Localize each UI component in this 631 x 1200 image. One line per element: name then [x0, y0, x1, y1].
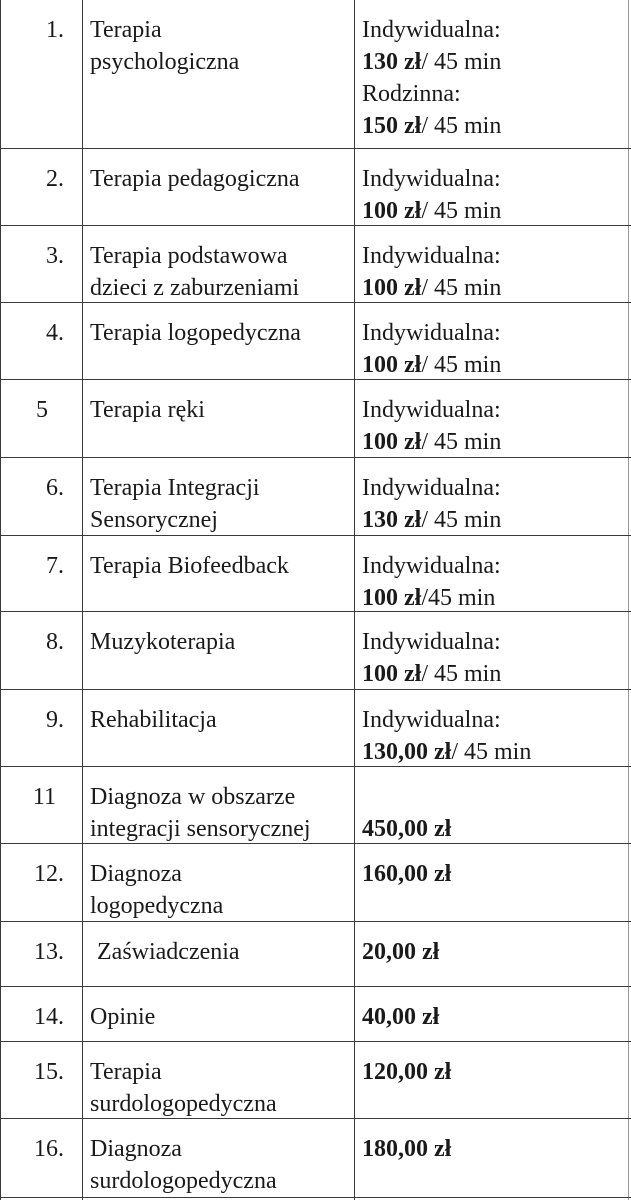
table-row [0, 458, 631, 536]
therapy-price: Indywidualna: 100 zł/ 45 min [362, 397, 502, 455]
table-row [0, 1042, 631, 1119]
table-row [0, 226, 631, 303]
therapy-name: Rehabilitacja [90, 707, 217, 733]
therapy-name: Terapia ręki [90, 397, 205, 423]
therapy-name: Terapia pedagogiczna [90, 166, 300, 192]
therapy-price: 180,00 zł [362, 1136, 452, 1162]
row-number: 11 [32, 784, 56, 810]
table-row [0, 844, 631, 922]
row-number: 9. [46, 707, 64, 733]
table-row [0, 380, 631, 458]
table-row [0, 149, 631, 226]
table-row [0, 987, 631, 1042]
therapy-name: Diagnoza logopedyczna [90, 861, 224, 919]
table-row [0, 767, 631, 844]
row-number: 2. [46, 166, 64, 192]
row-number: 3. [46, 243, 64, 269]
therapy-price: 20,00 zł [362, 939, 440, 965]
therapy-name: Zaświadczenia [97, 939, 240, 965]
row-number: 5 [36, 397, 48, 423]
table-row [0, 303, 631, 380]
row-number: 1. [46, 17, 64, 43]
row-number: 12. [34, 861, 64, 887]
therapy-price: Indywidualna: 100 zł/ 45 min [362, 629, 502, 687]
table-row [0, 536, 631, 612]
therapy-name: Terapia Biofeedback [90, 553, 289, 579]
therapy-name: Opinie [90, 1004, 156, 1030]
therapy-price: Indywidualna: 130,00 zł/ 45 min [362, 707, 532, 765]
therapy-price: Indywidualna: 100 zł/ 45 min [362, 166, 502, 224]
row-number: 15. [34, 1059, 64, 1085]
therapy-name: Muzykoterapia [90, 629, 236, 655]
therapy-name: Diagnoza surdologopedyczna [90, 1136, 277, 1194]
therapy-name: Terapia podstawowa dzieci z zaburzeniami [90, 243, 300, 301]
table-row [0, 612, 631, 690]
therapy-price: 450,00 zł [362, 816, 452, 842]
therapy-price: 40,00 zł [362, 1004, 440, 1030]
therapy-price: Indywidualna: 100 zł/ 45 min [362, 320, 502, 378]
therapy-price: Indywidualna: 100 zł/ 45 min [362, 243, 502, 301]
therapy-name: Terapia psychologiczna [90, 17, 240, 75]
row-number: 6. [46, 475, 64, 501]
therapy-price: Indywidualna: 130 zł/ 45 min [362, 475, 502, 533]
therapy-price: Indywidualna: 130 zł/ 45 min Rodzinna: 150 zł/ 45 min [362, 17, 502, 139]
table-row [0, 0, 631, 149]
row-number: 16. [34, 1136, 64, 1162]
therapy-name: Terapia Integracji Sensorycznej [90, 475, 260, 533]
therapy-price: 120,00 zł [362, 1059, 452, 1085]
table-row [0, 1119, 631, 1198]
therapy-price: Indywidualna: 100 zł/45 min [362, 553, 501, 611]
therapy-name: Terapia logopedyczna [90, 320, 301, 346]
row-number: 14. [34, 1004, 64, 1030]
table-row [0, 922, 631, 987]
row-number: 8. [46, 629, 64, 655]
therapy-price: 160,00 zł [362, 861, 452, 887]
row-number: 4. [46, 320, 64, 346]
therapy-name: Terapia surdologopedyczna [90, 1059, 277, 1117]
row-number: 13. [34, 939, 64, 965]
row-number: 7. [46, 553, 64, 579]
therapy-name: Diagnoza w obszarze integracji sensorycznej [90, 784, 311, 842]
table-row [0, 690, 631, 767]
